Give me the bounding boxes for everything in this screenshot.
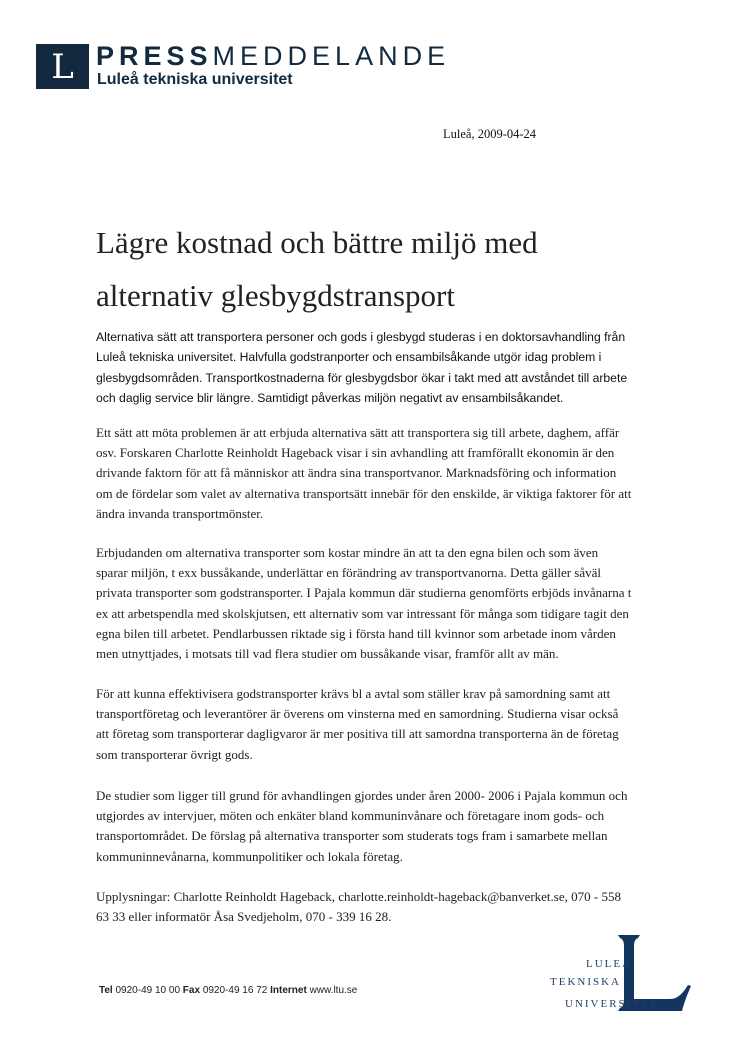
body-line: kommuninnevånarna, kommunpolitiker och lokala företag. bbox=[96, 848, 403, 864]
body-paragraph bbox=[96, 786, 627, 867]
tel-label: Tel bbox=[99, 985, 113, 996]
body-line: transportföretag och leverantörer är överens om vinsterna med en samordning. Studierna visar också bbox=[96, 706, 619, 722]
lede-line: glesbygdsområden. Transportkostnaderna för glesbygdsbor ökar i takt med att avståndet till arbete bbox=[96, 370, 628, 385]
body-line: om de fördelar som valet av alternativa transportsätt innebär för den enskilde, är viktiga faktorer för att bbox=[96, 485, 632, 501]
body-line: egna bilen till arbetet. Pendlarbussen riktade sig i första hand till kvinnor som arbetade inom vården bbox=[96, 625, 616, 641]
body-paragraph bbox=[96, 543, 631, 664]
ltu-logo-line2: TEKNISKA bbox=[550, 976, 621, 988]
contact-paragraph bbox=[96, 887, 621, 927]
body-line: Upplysningar: Charlotte Reinholdt Hageback, charlotte.reinholdt-hageback@banverket.se, 070 - 558 bbox=[96, 889, 621, 904]
body-line: privata transporter som godstransporter. I Pajala kommun där studierna genomförts erbjöds invånarna t bbox=[96, 585, 632, 601]
ltu-logo bbox=[548, 935, 693, 1015]
body-line: ex att arbetspendla med skolskjutsen, ett alternativ som var intressant för många som tidigare tagit den bbox=[96, 605, 629, 621]
body-line: Ett sätt att möta problemen är att erbjuda alternativa sätt att transportera sig till arbete, daghem, affär bbox=[96, 425, 620, 440]
body-line: att företag som transporterar dagligvaror är mer positiva till att samordna transporterna än de företag bbox=[96, 726, 619, 742]
body-line: ändra invanda transportmönster. bbox=[96, 505, 264, 521]
university-name: Luleå tekniska universitet bbox=[97, 71, 293, 88]
lede-paragraph bbox=[96, 327, 627, 409]
press-bold: PRESS bbox=[96, 41, 213, 71]
body-paragraph bbox=[96, 423, 631, 524]
body-line: som transporterar övrigt gods. bbox=[96, 746, 253, 762]
title-line: Lägre kostnad och bättre miljö med bbox=[96, 225, 538, 260]
body-line: De studier som ligger till grund för avhandlingen gjordes under åren 2000- 2006 i Pajala kommun och bbox=[96, 788, 628, 803]
ltu-logo-line1: LULEÅ bbox=[586, 958, 633, 970]
ltu-logo-line3: UNIVERSITET bbox=[565, 998, 659, 1010]
website-link[interactable]: www.ltu.se bbox=[309, 985, 358, 996]
lede-line: och daglig service blir längre. Samtidigt påverkas miljön negativt av ensambilsåkandet. bbox=[96, 391, 564, 406]
body-line: 63 33 eller informatör Åsa Svedjeholm, 070 - 339 16 28. bbox=[96, 909, 392, 925]
body-line: men utnyttjades, i motsats till vad flera studier om bussåkande visar, framför allt av män. bbox=[96, 646, 559, 662]
body-line: sparar miljön, t exx bussåkande, underlättar en förändring av transportvanorna. Detta gäller såväl bbox=[96, 565, 602, 581]
fax-number: 0920-49 16 72 bbox=[202, 985, 268, 996]
body-paragraph bbox=[96, 684, 619, 765]
footer-contact bbox=[99, 985, 357, 997]
logo-letter: L bbox=[51, 47, 74, 87]
body-line: Erbjudanden om alternativa transporter som kostar mindre än att ta den egna bilen och som även bbox=[96, 545, 599, 560]
tel-number: 0920-49 10 00 bbox=[115, 985, 181, 996]
internet-label: Internet bbox=[270, 985, 307, 996]
lede-line: Luleå tekniska universitet. Halvfulla godstranporter och ensambilsåkande utgör idag problem i bbox=[96, 350, 602, 365]
page-title bbox=[96, 216, 538, 322]
fax-label: Fax bbox=[182, 985, 201, 996]
body-line: osv. Forskaren Charlotte Reinholdt Hageback visar i sin avhandling att framförallt ekonomin är den bbox=[96, 445, 615, 461]
date: Luleå, 2009-04-24 bbox=[443, 127, 537, 141]
body-line: drivande faktorn för att få människor att ändra sina transportvanor. Marknadsföring och information bbox=[96, 465, 617, 481]
lede-line: Alternativa sätt att transportera personer och gods i glesbygd studeras i en doktorsavhandling från bbox=[96, 330, 626, 344]
logo-box bbox=[36, 44, 89, 89]
press-heading bbox=[96, 43, 450, 70]
press-light: MEDDELANDE bbox=[212, 41, 451, 71]
title-line: alternativ glesbygdstransport bbox=[96, 278, 455, 313]
body-line: utgjordes av intervjuer, möten och enkäter bland kommuninvånare och företagare inom gods- och bbox=[96, 808, 605, 824]
body-line: transportområdet. De förslag på alternativa transporter som studerats togs fram i samarbete mellan bbox=[96, 828, 608, 844]
body-line: För att kunna effektivisera godstransporter krävs bl a avtal som ställer krav på samordning samt att bbox=[96, 686, 611, 701]
